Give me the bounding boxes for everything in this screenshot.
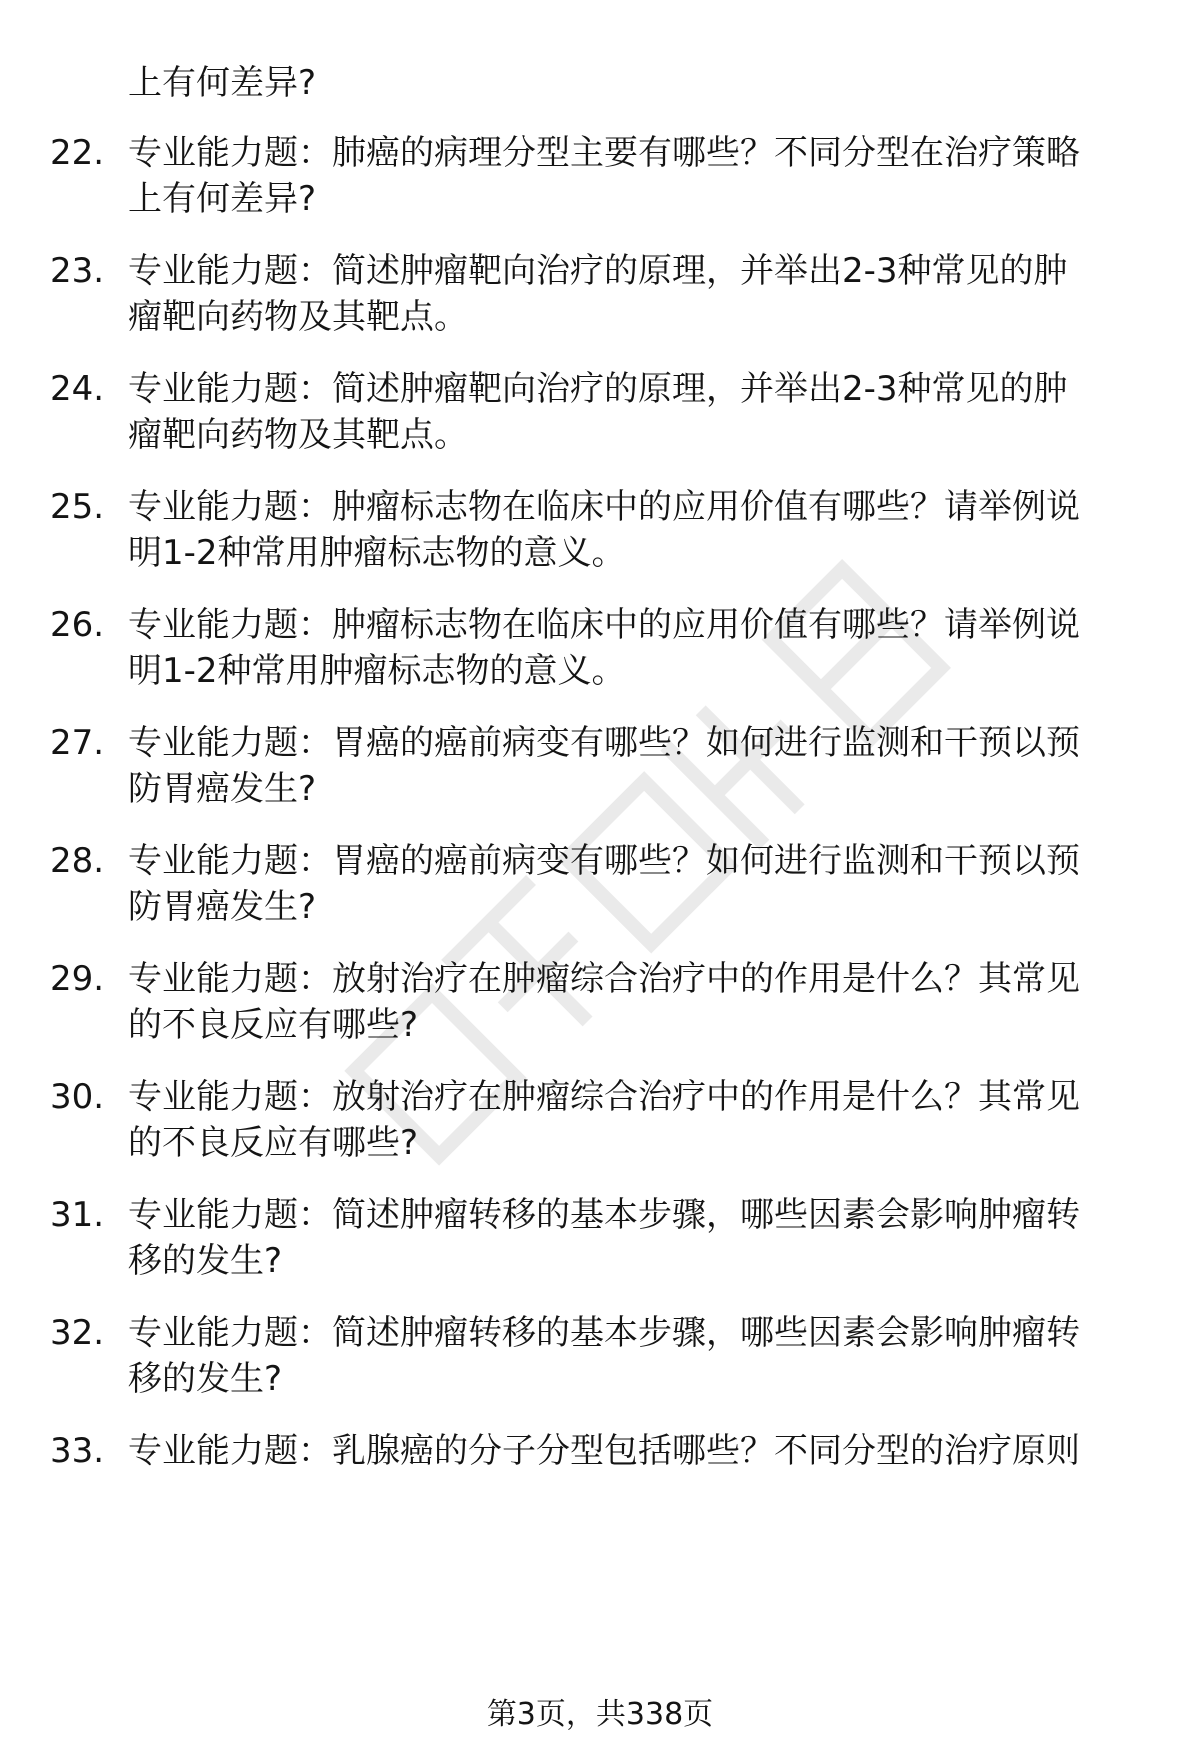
question-text (128, 838, 1148, 930)
question-number: 29. (50, 959, 105, 999)
question-text-line: 瘤靶向药物及其靶点。 (128, 297, 468, 337)
question-text-line: 专业能力题：胃癌的癌前病变有哪些？如何进行监测和干预以预 (128, 841, 1080, 881)
question-text-line: 的不良反应有哪些? (128, 1005, 419, 1045)
question-text-line: 上有何差异? (128, 179, 317, 219)
question-text-line: 防胃癌发生? (128, 769, 317, 809)
continued-question-text: 上有何差异? (128, 63, 317, 103)
question-number: 23. (50, 251, 105, 291)
question-text-line: 明1-2种常用肿瘤标志物的意义。 (128, 533, 626, 573)
question-text (128, 484, 1148, 576)
question-item-28 (50, 838, 1160, 938)
question-text-line: 的不良反应有哪些? (128, 1123, 419, 1163)
page-footer: 第3页，共338页 (486, 1697, 714, 1732)
question-text (128, 1310, 1148, 1402)
question-text-line: 专业能力题：放射治疗在肿瘤综合治疗中的作用是什么？其常见 (128, 1077, 1080, 1117)
question-text-line: 专业能力题：肿瘤标志物在临床中的应用价值有哪些？请举例说 (128, 605, 1080, 645)
question-text-line: 专业能力题：简述肿瘤转移的基本步骤，哪些因素会影响肿瘤转 (128, 1195, 1080, 1235)
question-text-line: 专业能力题：胃癌的癌前病变有哪些？如何进行监测和干预以预 (128, 723, 1080, 763)
question-item-23 (50, 248, 1160, 348)
question-item-32 (50, 1310, 1160, 1410)
question-text (128, 1074, 1148, 1166)
question-item-29 (50, 956, 1160, 1056)
question-text (128, 956, 1148, 1048)
question-item-22 (50, 130, 1160, 230)
question-text-line: 明1-2种常用肿瘤标志物的意义。 (128, 651, 626, 691)
question-item-31 (50, 1192, 1160, 1292)
question-text (128, 248, 1148, 340)
question-number: 24. (50, 369, 105, 409)
question-number: 22. (50, 133, 105, 173)
question-text (128, 720, 1148, 812)
question-item-26 (50, 602, 1160, 702)
question-number: 33. (50, 1431, 105, 1471)
question-item-33 (50, 1428, 1160, 1528)
question-text-line: 防胃癌发生? (128, 887, 317, 927)
question-number: 28. (50, 841, 105, 881)
question-number: 27. (50, 723, 105, 763)
question-text-line: 专业能力题：简述肿瘤转移的基本步骤，哪些因素会影响肿瘤转 (128, 1313, 1080, 1353)
question-text-line: 瘤靶向药物及其靶点。 (128, 415, 468, 455)
question-text (128, 1192, 1148, 1284)
question-text-line: 专业能力题：乳腺癌的分子分型包括哪些？不同分型的治疗原则 (128, 1431, 1080, 1471)
question-text-line: 移的发生? (128, 1241, 283, 1281)
question-text (128, 130, 1148, 222)
question-text (128, 602, 1148, 694)
question-text (128, 1428, 1148, 1474)
question-number: 25. (50, 487, 105, 527)
question-number: 30. (50, 1077, 105, 1117)
question-text-line: 专业能力题：简述肿瘤靶向治疗的原理，并举出2-3种常见的肿 (128, 251, 1068, 291)
question-item-24 (50, 366, 1160, 466)
question-number: 31. (50, 1195, 105, 1235)
question-text-line: 专业能力题：肺癌的病理分型主要有哪些？不同分型在治疗策略 (128, 133, 1080, 173)
question-item-25 (50, 484, 1160, 584)
question-number: 32. (50, 1313, 105, 1353)
question-text-line: 移的发生? (128, 1359, 283, 1399)
question-text-line: 专业能力题：简述肿瘤靶向治疗的原理，并举出2-3种常见的肿 (128, 369, 1068, 409)
question-text-line: 专业能力题：肿瘤标志物在临床中的应用价值有哪些？请举例说 (128, 487, 1080, 527)
question-number: 26. (50, 605, 105, 645)
question-text-line: 专业能力题：放射治疗在肿瘤综合治疗中的作用是什么？其常见 (128, 959, 1080, 999)
question-item-30 (50, 1074, 1160, 1174)
question-item-27 (50, 720, 1160, 820)
question-text (128, 366, 1148, 458)
